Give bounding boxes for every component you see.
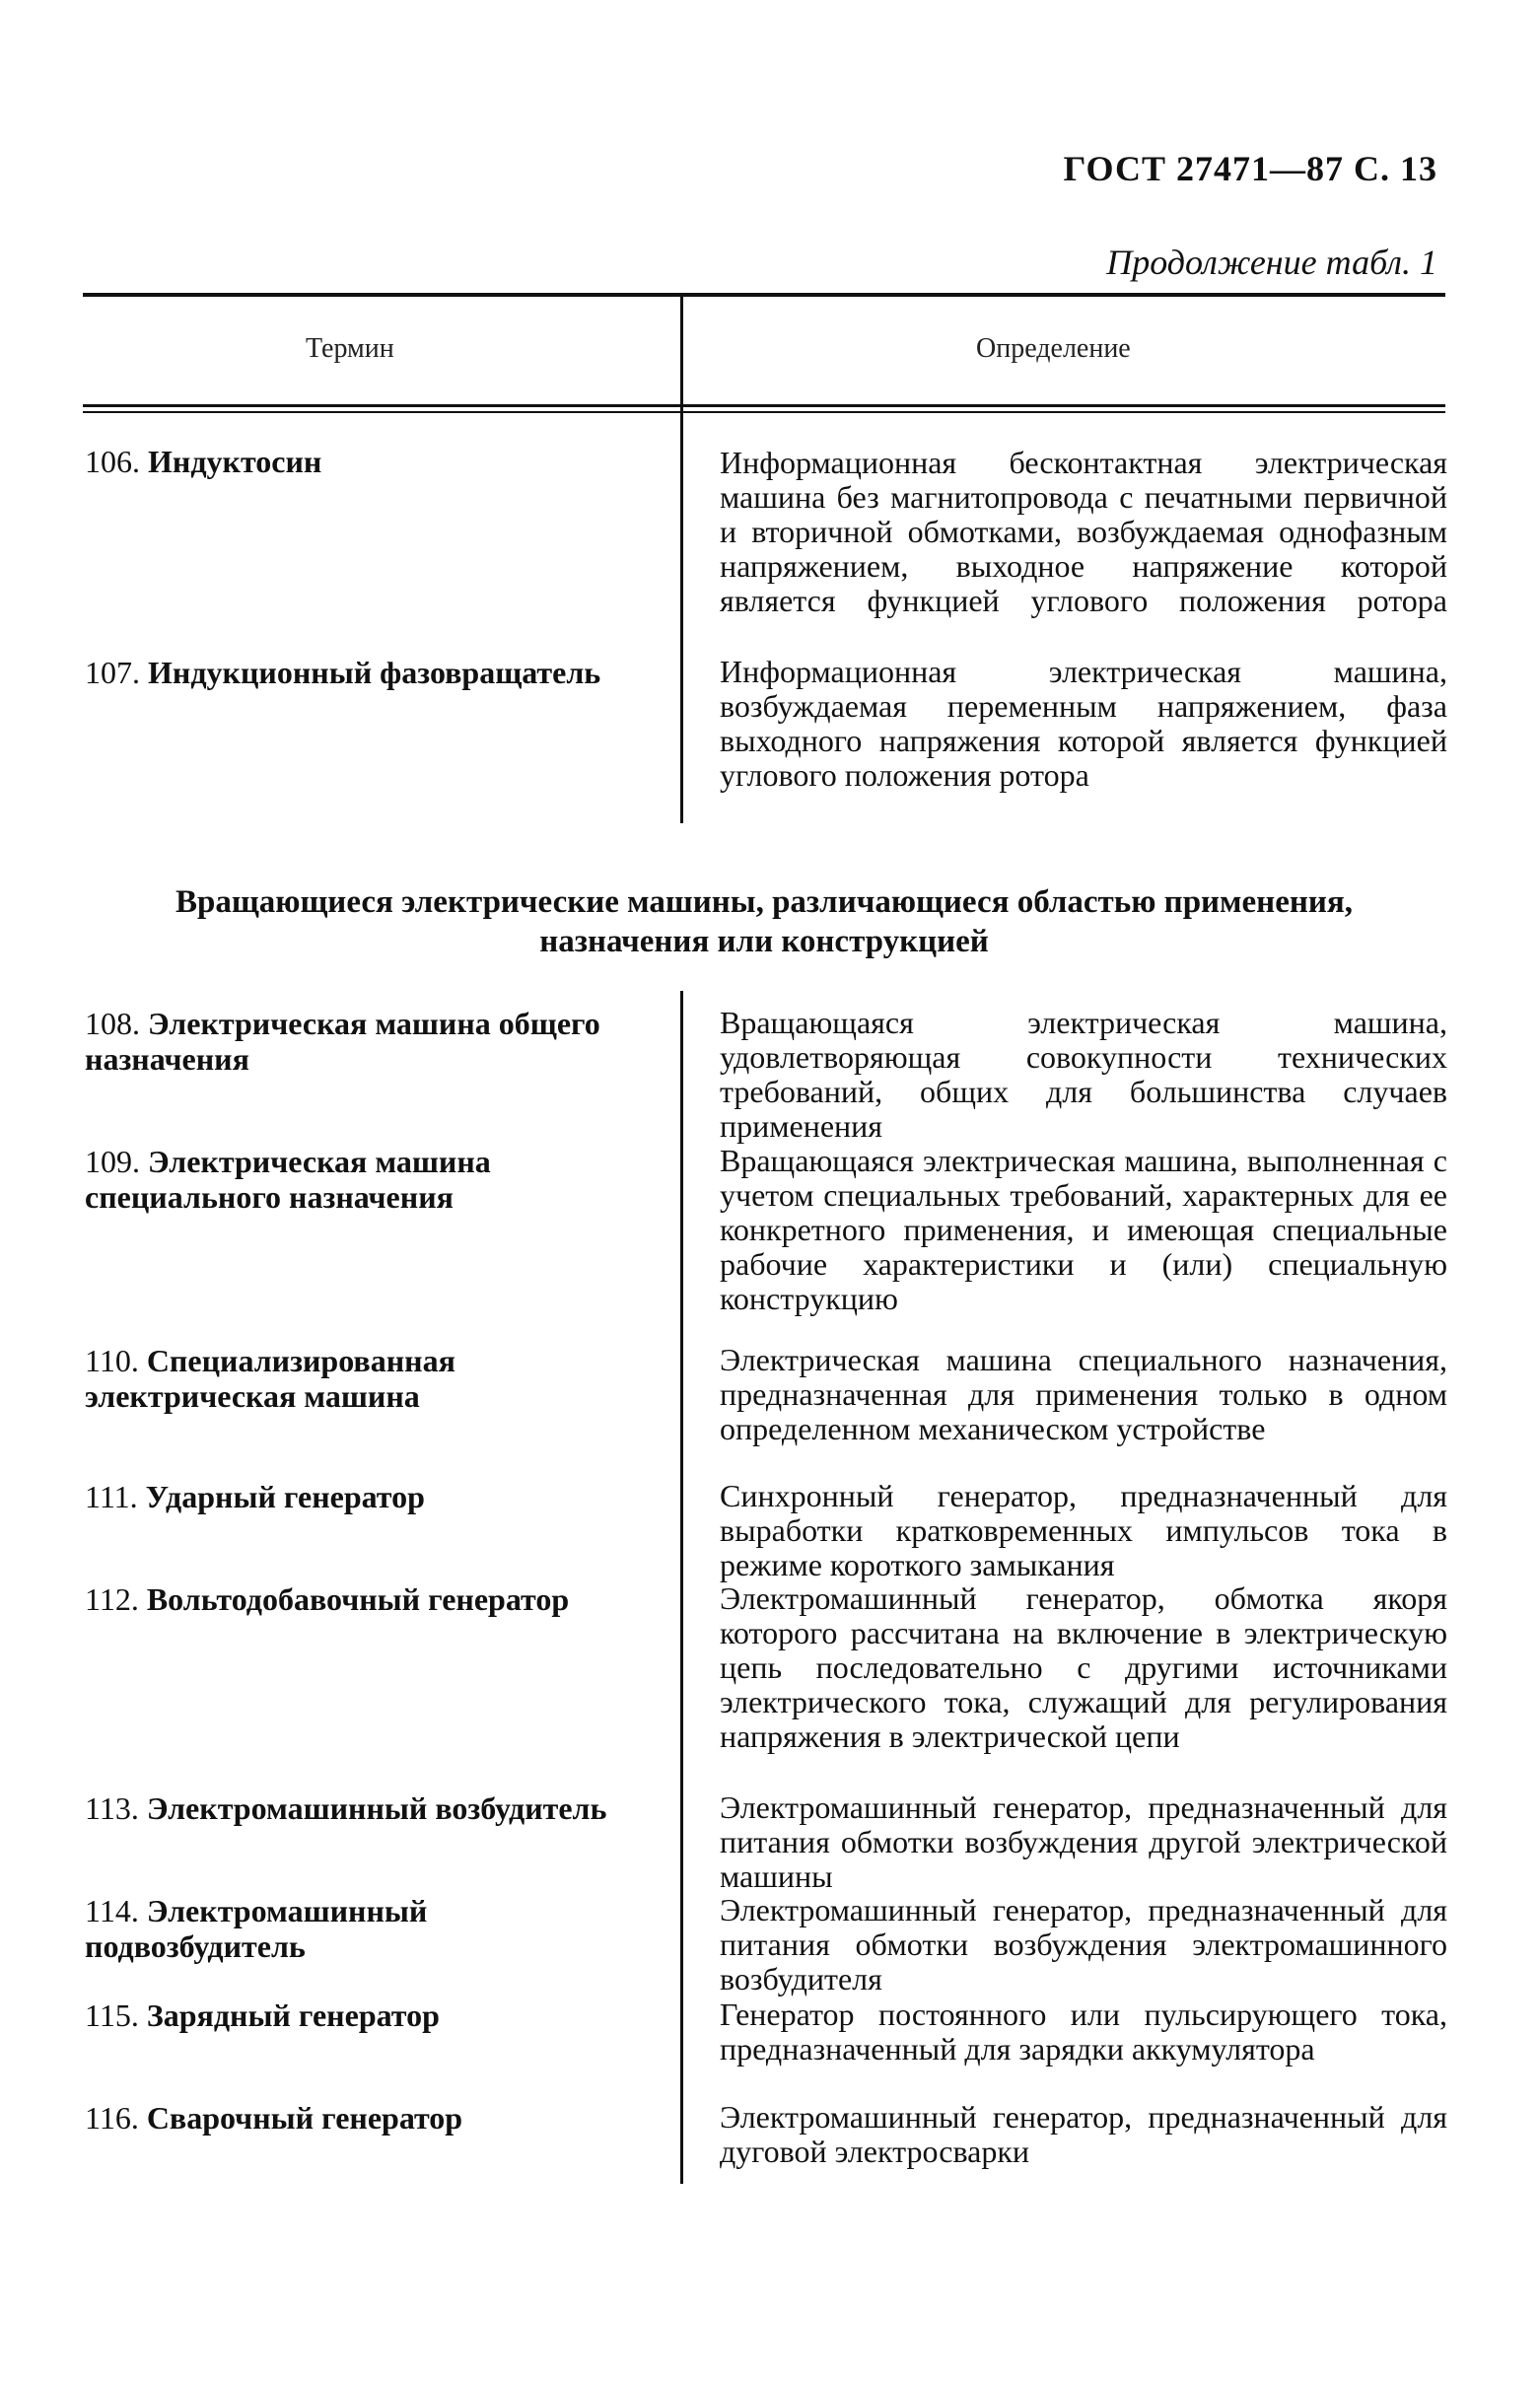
table-continuation-label: Продолжение табл. 1: [1106, 243, 1437, 282]
term-number: 114.: [85, 1893, 139, 1928]
term-text: Зарядный генератор: [146, 1997, 440, 2033]
term-110: [85, 1343, 647, 1414]
definition-110: Электрическая машина специального назначения, предназначенная для применения только в одном определенном механическом устройстве: [720, 1342, 1447, 1446]
term-number: 111.: [85, 1479, 138, 1514]
term-109: [85, 1144, 647, 1215]
term-number: 112.: [85, 1581, 139, 1617]
section-title: Вращающиеся электрические машины, различающиеся областью применения, назначения или конструкцией: [175, 884, 1353, 959]
definition-116: Электромашинный генератор, предназначенный для дуговой электросварки: [720, 2099, 1447, 2169]
term-number: 108.: [85, 1006, 140, 1041]
term-text: Вольтодобавочный генератор: [146, 1581, 570, 1617]
term-text: Ударный генератор: [145, 1479, 425, 1514]
term-number: 106.: [85, 444, 140, 479]
term-116: [85, 2100, 647, 2136]
header-double-rule: [83, 411, 1445, 413]
term-115: [85, 1997, 647, 2033]
definition-106: Информационная бесконтактная электрическая машина без магнитопровода с печатными первичной и вторичной обмотками, возбуждаемая однофазным напряжением, выходное напряжение которой является функцией углового положения ротора: [720, 445, 1447, 618]
term-text: Специализированная электрическая машина: [85, 1343, 455, 1414]
term-text: Индуктосин: [148, 444, 322, 479]
term-number: 113.: [85, 1790, 139, 1826]
term-text: Электромашинный подвозбудитель: [85, 1893, 428, 1964]
column-header-term: Термин: [306, 333, 394, 364]
term-114: [85, 1893, 647, 1964]
term-text: Электромашинный возбудитель: [146, 1790, 607, 1826]
definition-111: Синхронный генератор, предназначенный для выработки кратковременных импульсов тока в режиме короткого замыкания: [720, 1478, 1447, 1582]
term-111: [85, 1479, 647, 1514]
definition-107: Информационная электрическая машина, возбуждаемая переменным напряжением, фаза выходного напряжения которой является функцией углового положения ротора: [720, 654, 1447, 793]
term-number: 115.: [85, 1997, 139, 2033]
definition-113: Электромашинный генератор, предназначенный для питания обмотки возбуждения другой электрической машины: [720, 1789, 1447, 1894]
term-text: Индукционный фазовращатель: [148, 655, 601, 690]
definition-115: Генератор постоянного или пульсирующего тока, предназначенный для зарядки аккумулятора: [720, 1997, 1447, 2067]
page-header: ГОСТ 27471—87 С. 13: [1063, 149, 1437, 188]
term-108: [85, 1006, 647, 1077]
definition-108: Вращающаяся электрическая машина, удовлетворяющая совокупности технических требований, общих для большинства случаев применения: [720, 1005, 1447, 1144]
definition-114: Электромашинный генератор, предназначенный для питания обмотки возбуждения электромашинного возбудителя: [720, 1892, 1447, 1997]
term-text: Электрическая машина общего назначения: [85, 1006, 600, 1077]
term-text: Сварочный генератор: [146, 2100, 463, 2136]
column-divider: [680, 991, 683, 2184]
term-112: [85, 1581, 647, 1617]
term-113: [85, 1790, 647, 1826]
definition-109: Вращающаяся электрическая машина, выполненная с учетом специальных требований, характерных для ее конкретного применения, и имеющая специальные рабочие характеристики и (или) специальную конструкцию: [720, 1143, 1447, 1316]
term-107: [85, 655, 647, 690]
term-106: [85, 444, 647, 479]
term-number: 116.: [85, 2100, 139, 2136]
term-number: 109.: [85, 1144, 140, 1179]
term-text: Электрическая машина специального назначения: [85, 1144, 491, 1215]
definition-112: Электромашинный генератор, обмотка якоря которого рассчитана на включение в электрическую цепь последовательно с другими источниками электрического тока, служащий для регулирования напряжения в электрической цепи: [720, 1580, 1447, 1754]
column-header-definition: Определение: [976, 333, 1131, 364]
term-number: 110.: [85, 1343, 139, 1378]
term-number: 107.: [85, 655, 140, 690]
header-double-rule: [83, 404, 1445, 407]
table-top-rule: [83, 293, 1445, 297]
column-divider: [680, 296, 683, 823]
